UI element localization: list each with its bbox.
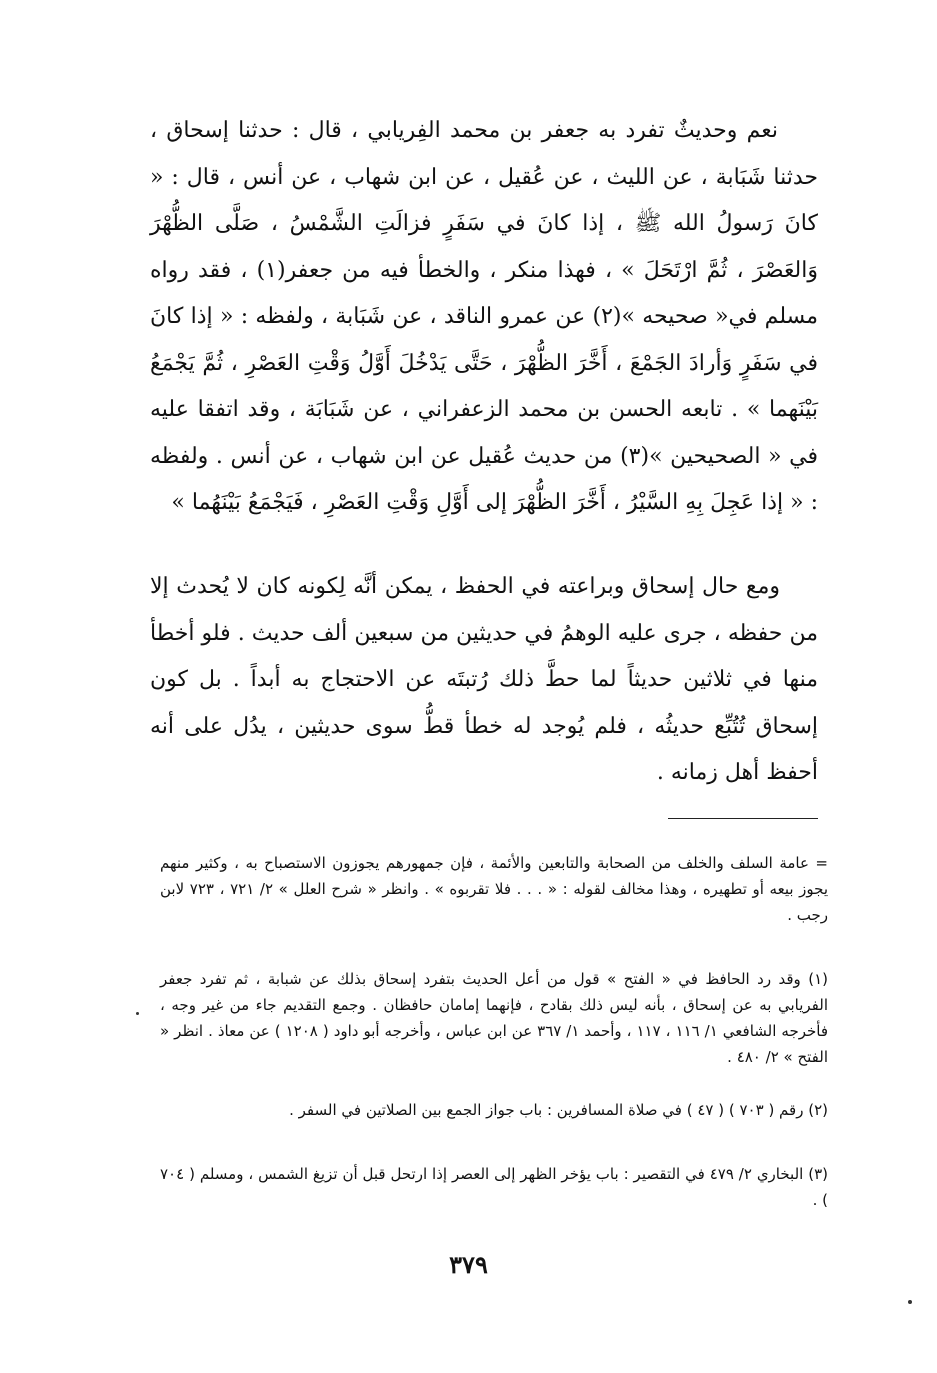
paragraph-text: نعم وحديثٌ تفرد به جعفر بن محمد الفِريابي ، قال : حدثنا إسحاق ، حدثنا شَبَابة ، عن الليث ، عن عُقيل ، عن ابن شهاب ، عن أنس ، قال : « كانَ رَسولُ الله ﷺ ، إذا كانَ في سَفَرٍ فزالَتِ الشَّمْسُ ، صَلَّى الظُّهْرَ وَالعَصْرَ ، ثُمَّ ارْتَحَلَ » ، فهذا منكر ، والخطأ فيه من جعفر(١) ، فقد رواه مسلم في« صحيحه »(٢) عن عمرو الناقد ، عن شَبَابة ، ولفظه : « إذا كانَ في سَفَرٍ وَأرادَ الجَمْعَ ، أَخَّرَ الظُّهْرَ ، حَتَّى يَدْخُلَ أَوَّلُ وَقْتِ العَصْرِ ، ثُمَّ يَجْمَعُ بَيْنَهما » . تابعه الحسن بن محمد الزعفراني ، عن شَبَابَة ، وقد اتفقا عليه في « الصحيحين »(٣) من حديث عُقيل عن ابن شهاب ، عن أنس . ولفظه : « إذا عَجِلَ بِهِ السَّيْرُ ، أَخَّرَ الظُّهْرَ إلى أَوَّلِ وَقْتِ العَصْرِ ، فَيَجْمَعُ بَيْنَهُما »: [150, 118, 819, 515]
footnote-2: [160, 1097, 828, 1123]
footnote-text: (٣) البخاري ٢/ ٤٧٩ في التقصير : باب يؤخر الظهر إلى العصر إذا ارتحل قبل أن تزيغ الشمس ، ومسلم ( ٧٠٤ ) .: [160, 1165, 828, 1209]
footnote-text: = عامة السلف والخلف من الصحابة والتابعين والأئمة ، فإن جمهورهم يجوزون الاستصباح به ، وكثير منهم يجوز بيعه أو تطهيره ، وهذا مخالف لقوله : « . . . فلا تقربوه » . وانظر « شرح العلل » ٢/ ٧٢١ ، ٧٢٣ لابن رجب .: [160, 854, 829, 924]
footnote-3: [160, 1161, 828, 1213]
footnote-text: (٢) رقم ( ٧٠٣ ) ( ٤٧ ) في صلاة المسافرين : باب جواز الجمع بين الصلاتين في السفر .: [289, 1101, 828, 1119]
scan-speck: [136, 1012, 139, 1015]
footnote-continuation: [160, 850, 828, 928]
scan-speck: [908, 1300, 912, 1304]
main-paragraph-2: [150, 564, 818, 797]
page-number: ٣٧٩: [449, 1250, 488, 1279]
footnote-text: (١) وقد رد الحافظ في « الفتح » قول من أعل الحديث بتفرد إسحاق بذلك عن شبابة ، ثم تفرد جعفر الفريابي به عن إسحاق ، بأنه ليس ذلك بقادح ، فإنهما إمامان حافظان . وجمع التقديم جاء من غير وجه ، فأخرجه الشافعي ١/ ١١٦ ، ١١٧ ، وأحمد ١/ ٣٦٧ عن ابن عباس ، وأخرجه أبو داود ( ١٢٠٨ ) عن معاذ . انظر « الفتح » ٢/ ٤٨٠ .: [160, 970, 829, 1066]
paragraph-text: ومع حال إسحاق وبراعته في الحفظ ، يمكن أنَّه لِكونه كان لا يُحدث إلا من حفظه ، جرى عليه الوهمُ في حديثين من سبعين ألف حديث . فلو أخطأ منها في ثلاثين حديثاً لما حطَّ ذلك رُتبتَه عن الاحتجاج به أبداً . بل كون إسحاق تُتُبِّع حديثُه ، فلم يُوجد له خطأ قطُّ سوى حديثين ، يدُل على أنه أحفظ أهل زمانه .: [150, 574, 818, 785]
main-paragraph-1: [150, 108, 818, 527]
footnote-separator: [668, 818, 818, 819]
footnote-1: [160, 966, 828, 1070]
